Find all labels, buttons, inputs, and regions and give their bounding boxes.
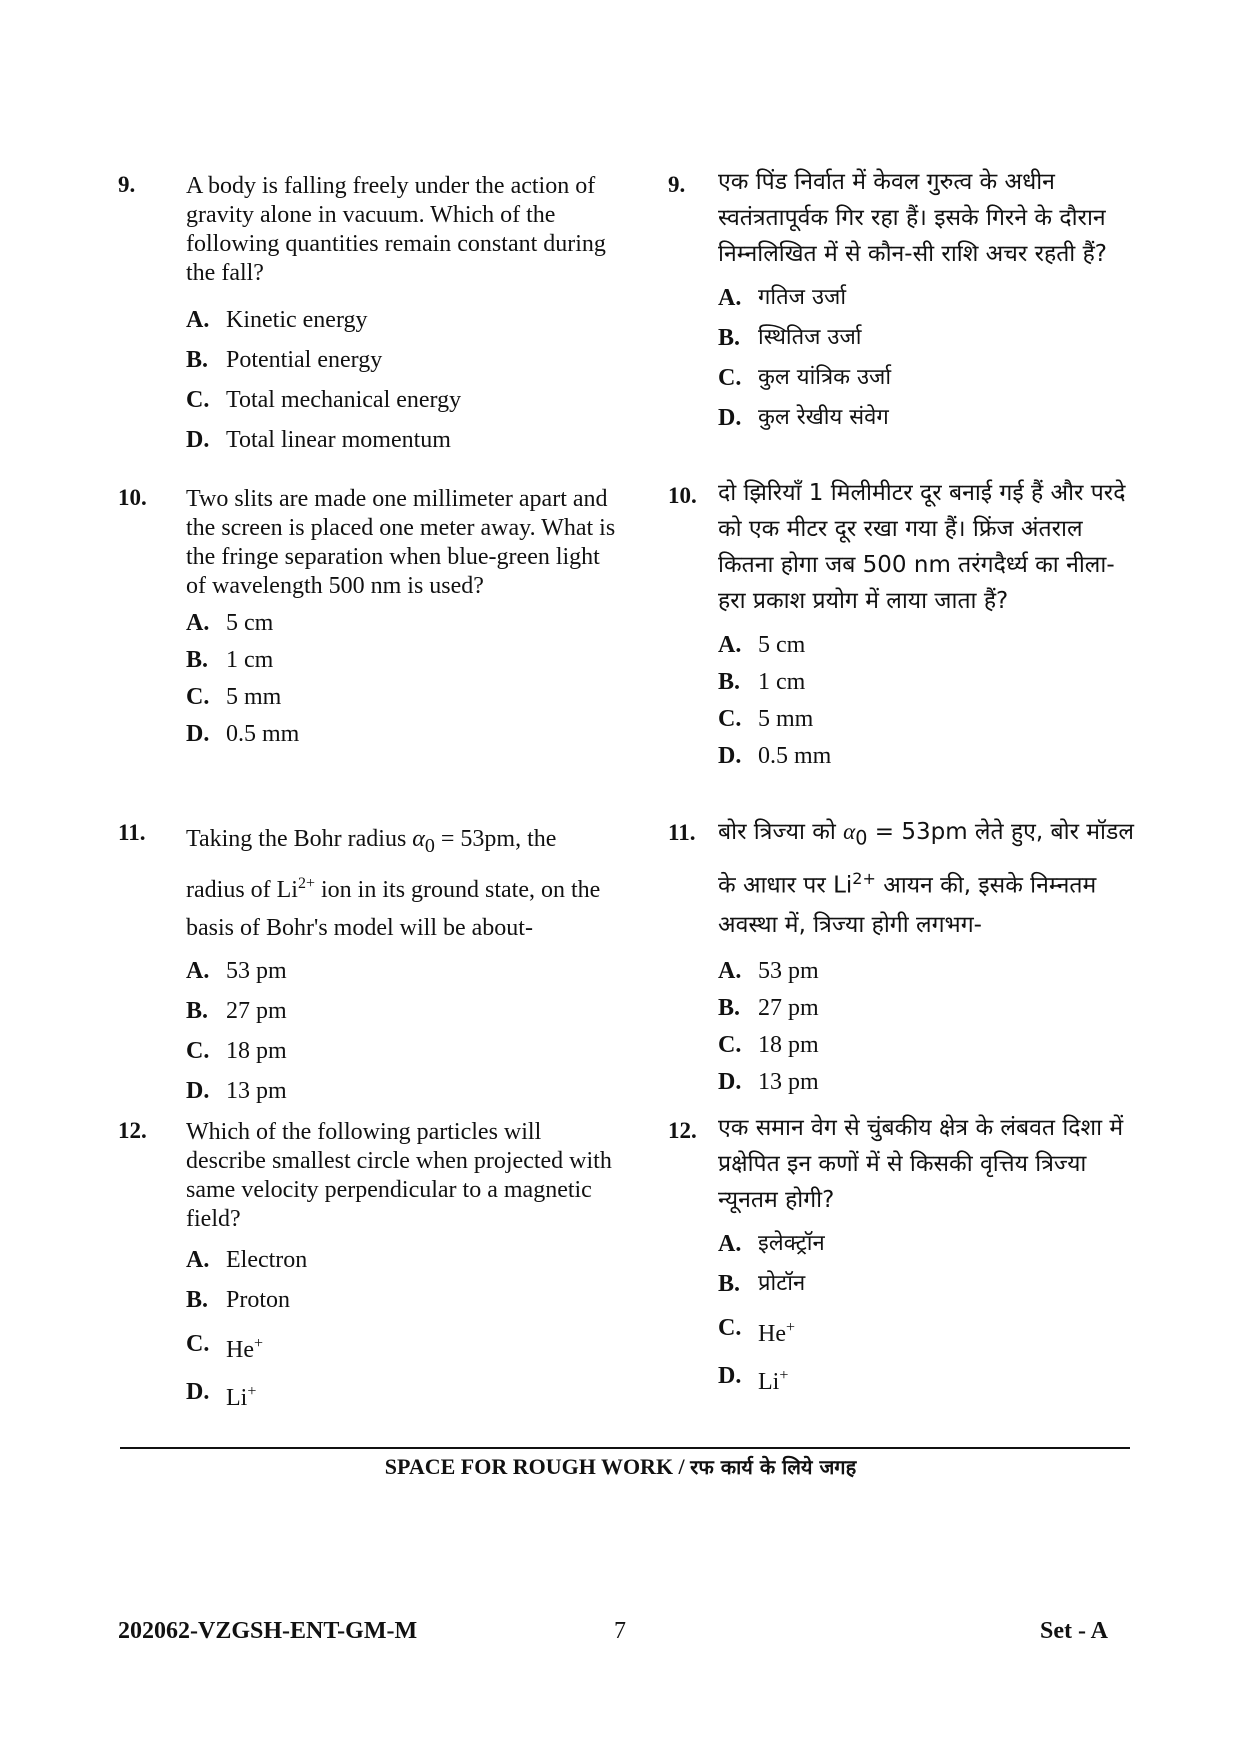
option-text: 5 cm (226, 610, 274, 636)
option-d (718, 738, 1138, 775)
question-12-en (118, 1118, 618, 1416)
option-text: 5 mm (758, 706, 814, 732)
particle-base: Li (758, 1369, 780, 1395)
rough-work-en: SPACE FOR ROUGH WORK / (384, 1454, 691, 1479)
option-label: D. (186, 721, 210, 747)
option-label: C. (186, 684, 210, 710)
option-d (718, 1064, 1138, 1101)
option-label: D. (718, 1069, 742, 1096)
option-label: D. (186, 1379, 210, 1405)
option-label: C. (718, 1032, 742, 1059)
rough-work-hi: रफ कार्य के लिये जगह (690, 1455, 857, 1479)
subscript: 0 (855, 826, 868, 850)
option-text: 0.5 mm (226, 721, 300, 747)
question-number: 10. (118, 485, 147, 510)
option-text (758, 1304, 795, 1352)
option-label: B. (718, 995, 741, 1022)
options-list (186, 300, 618, 460)
option-a (186, 1240, 618, 1280)
option-b (186, 991, 618, 1031)
question-text (718, 812, 1138, 945)
question-9-hi (668, 164, 1138, 438)
option-b (718, 664, 1138, 701)
superscript: + (253, 1335, 264, 1352)
option-text: 1 cm (226, 647, 274, 673)
option-text: Kinetic energy (226, 307, 368, 333)
text-part: = 53pm लेते हुए, बोर मॉडल के आधार पर Li (718, 819, 1134, 899)
question-number: 9. (668, 172, 686, 197)
option-label: A. (718, 958, 742, 985)
option-text: 18 pm (226, 1037, 287, 1064)
option-b (186, 642, 618, 679)
options-list (718, 953, 1138, 1101)
option-c (186, 1320, 618, 1368)
option-b (718, 1264, 1138, 1304)
rough-work-heading (0, 1453, 1241, 1480)
option-b (186, 1280, 618, 1320)
option-label: A. (186, 610, 210, 636)
question-text: Which of the following particles will describe smallest circle when projected with same velocity perpendicular to a magnetic field? (186, 1119, 612, 1232)
paper-code: 202062-VZGSH-ENT-GM-M (118, 1618, 418, 1644)
option-label: C. (186, 1331, 210, 1357)
option-text: कुल रेखीय संवेग (758, 405, 889, 430)
question-text: एक पिंड निर्वात में केवल गुरुत्व के अधीन स्वतंत्रतापूर्वक गिर रहा हैं। इसके गिरने के दौरान निम्नलिखित में से कौन-सी राशि अचर रहती हैं? (718, 169, 1107, 267)
text-part: बोर त्रिज्या को (718, 819, 844, 845)
option-c (186, 679, 618, 716)
subscript: 0 (424, 834, 435, 857)
option-text: Total linear momentum (226, 427, 451, 453)
option-c (186, 1031, 618, 1071)
option-label: B. (186, 347, 209, 373)
text-part: Taking the Bohr radius (186, 826, 413, 852)
question-text: A body is falling freely under the action of gravity alone in vacuum. Which of the following quantities remain constant during the fall? (186, 173, 606, 286)
question-number: 12. (668, 1118, 697, 1143)
option-c (718, 701, 1138, 738)
option-label: B. (186, 997, 209, 1024)
options-list (718, 278, 1138, 438)
question-text: दो झिरियाँ 1 मिलीमीटर दूर बनाई गई हैं और परदे को एक मीटर दूर रखा गया हैं। फ्रिंज अंतराल कितना होगा जब 500 nm तरंगदैर्ध्य का नीला-हरा प्रकाश प्रयोग में लाया जाता हैं? (718, 480, 1126, 614)
option-label: A. (186, 307, 210, 333)
option-label: D. (186, 427, 210, 453)
option-text: 27 pm (758, 995, 819, 1022)
option-text: Proton (226, 1287, 291, 1313)
option-text: Potential energy (226, 347, 383, 373)
option-label: C. (718, 706, 742, 732)
question-text (186, 820, 618, 947)
question-number: 11. (668, 820, 696, 845)
option-label: A. (186, 1247, 210, 1273)
option-text: Total mechanical energy (226, 387, 462, 413)
superscript: + (785, 1319, 796, 1336)
option-label: C. (718, 365, 742, 391)
option-a (186, 300, 618, 340)
option-c (186, 380, 618, 420)
option-label: D. (718, 405, 742, 431)
set-label: Set - A (1040, 1618, 1108, 1644)
option-a (718, 1224, 1138, 1264)
superscript: 2+ (297, 874, 316, 892)
option-text: कुल यांत्रिक उर्जा (758, 365, 892, 390)
alpha-symbol: α (843, 819, 856, 844)
option-c (718, 358, 1138, 398)
option-text (226, 1320, 263, 1368)
question-number: 9. (118, 172, 136, 197)
options-list (186, 951, 618, 1111)
option-b (718, 318, 1138, 358)
option-label: A. (718, 632, 742, 658)
option-a (186, 605, 618, 642)
text-part: = 53pm, the radius of Li (186, 826, 557, 903)
question-9-en (118, 172, 618, 460)
option-d (186, 716, 618, 753)
options-list (718, 627, 1138, 775)
option-d (186, 420, 618, 460)
option-label: D. (718, 1363, 742, 1389)
option-text: 13 pm (758, 1069, 819, 1096)
option-text: 13 pm (226, 1077, 287, 1104)
particle-base: He (758, 1321, 786, 1347)
option-text: 18 pm (758, 1032, 819, 1059)
page-number: 7 (614, 1618, 626, 1644)
option-text (226, 1368, 256, 1416)
question-number: 10. (668, 483, 697, 508)
option-text (758, 1352, 788, 1400)
divider-line (120, 1447, 1130, 1449)
option-label: C. (186, 1037, 210, 1064)
option-c (718, 1027, 1138, 1064)
option-d (186, 1368, 618, 1416)
option-c (718, 1304, 1138, 1352)
options-list (186, 1240, 618, 1416)
option-label: B. (718, 1271, 741, 1297)
question-10-en (118, 485, 618, 753)
option-label: D. (718, 743, 742, 769)
option-text: 0.5 mm (758, 743, 832, 769)
option-label: C. (718, 1315, 742, 1341)
superscript: + (247, 1383, 257, 1400)
question-10-hi (668, 475, 1138, 775)
option-label: A. (718, 285, 742, 311)
superscript: + (779, 1367, 789, 1384)
option-label: C. (186, 387, 210, 413)
option-text: 5 cm (758, 632, 806, 658)
question-text: एक समान वेग से चुंबकीय क्षेत्र के लंबवत दिशा में प्रक्षेपित इन कणों में से किसकी वृत्तिय त्रिज्या न्यूनतम होगी? (718, 1115, 1124, 1213)
question-number: 11. (118, 820, 146, 845)
question-text: Two slits are made one millimeter apart and the screen is placed one meter away. What is the fringe separation when blue-green light of wavelength 500 nm is used? (186, 486, 616, 599)
text-part: ion in its ground state, on the basis of Bohr's model will be about- (186, 876, 601, 941)
option-text: 27 pm (226, 997, 287, 1024)
options-list (186, 605, 618, 753)
option-d (718, 1352, 1138, 1400)
option-text: इलेक्ट्रॉन (758, 1231, 825, 1256)
option-label: B. (718, 325, 741, 351)
question-11-hi (668, 812, 1138, 1101)
option-label: B. (718, 669, 741, 695)
option-b (718, 990, 1138, 1027)
particle-base: He (226, 1337, 254, 1363)
alpha-symbol: α (412, 826, 425, 852)
option-label: B. (186, 647, 209, 673)
option-text: प्रोटॉन (758, 1271, 806, 1296)
option-label: B. (186, 1287, 209, 1313)
option-text: स्थितिज उर्जा (758, 325, 862, 350)
option-b (186, 340, 618, 380)
superscript: 2+ (852, 868, 876, 888)
option-a (186, 951, 618, 991)
option-a (718, 953, 1138, 990)
option-a (718, 278, 1138, 318)
text-part: आयन की, इसके निम्नतम अवस्था में, त्रिज्या होगी लगभग- (718, 872, 1097, 939)
option-d (186, 1071, 618, 1111)
question-12-hi (668, 1110, 1138, 1400)
option-text: गतिज उर्जा (758, 285, 847, 310)
option-label: A. (186, 957, 210, 984)
option-text: 53 pm (758, 958, 819, 985)
option-text: 53 pm (226, 957, 287, 984)
options-list (718, 1224, 1138, 1400)
option-text: Electron (226, 1247, 308, 1273)
option-text: 1 cm (758, 669, 806, 695)
question-number: 12. (118, 1118, 147, 1143)
option-a (718, 627, 1138, 664)
option-text: 5 mm (226, 684, 282, 710)
question-11-en (118, 820, 618, 1111)
option-label: D. (186, 1077, 210, 1104)
option-label: A. (718, 1231, 742, 1257)
option-d (718, 398, 1138, 438)
particle-base: Li (226, 1385, 248, 1411)
